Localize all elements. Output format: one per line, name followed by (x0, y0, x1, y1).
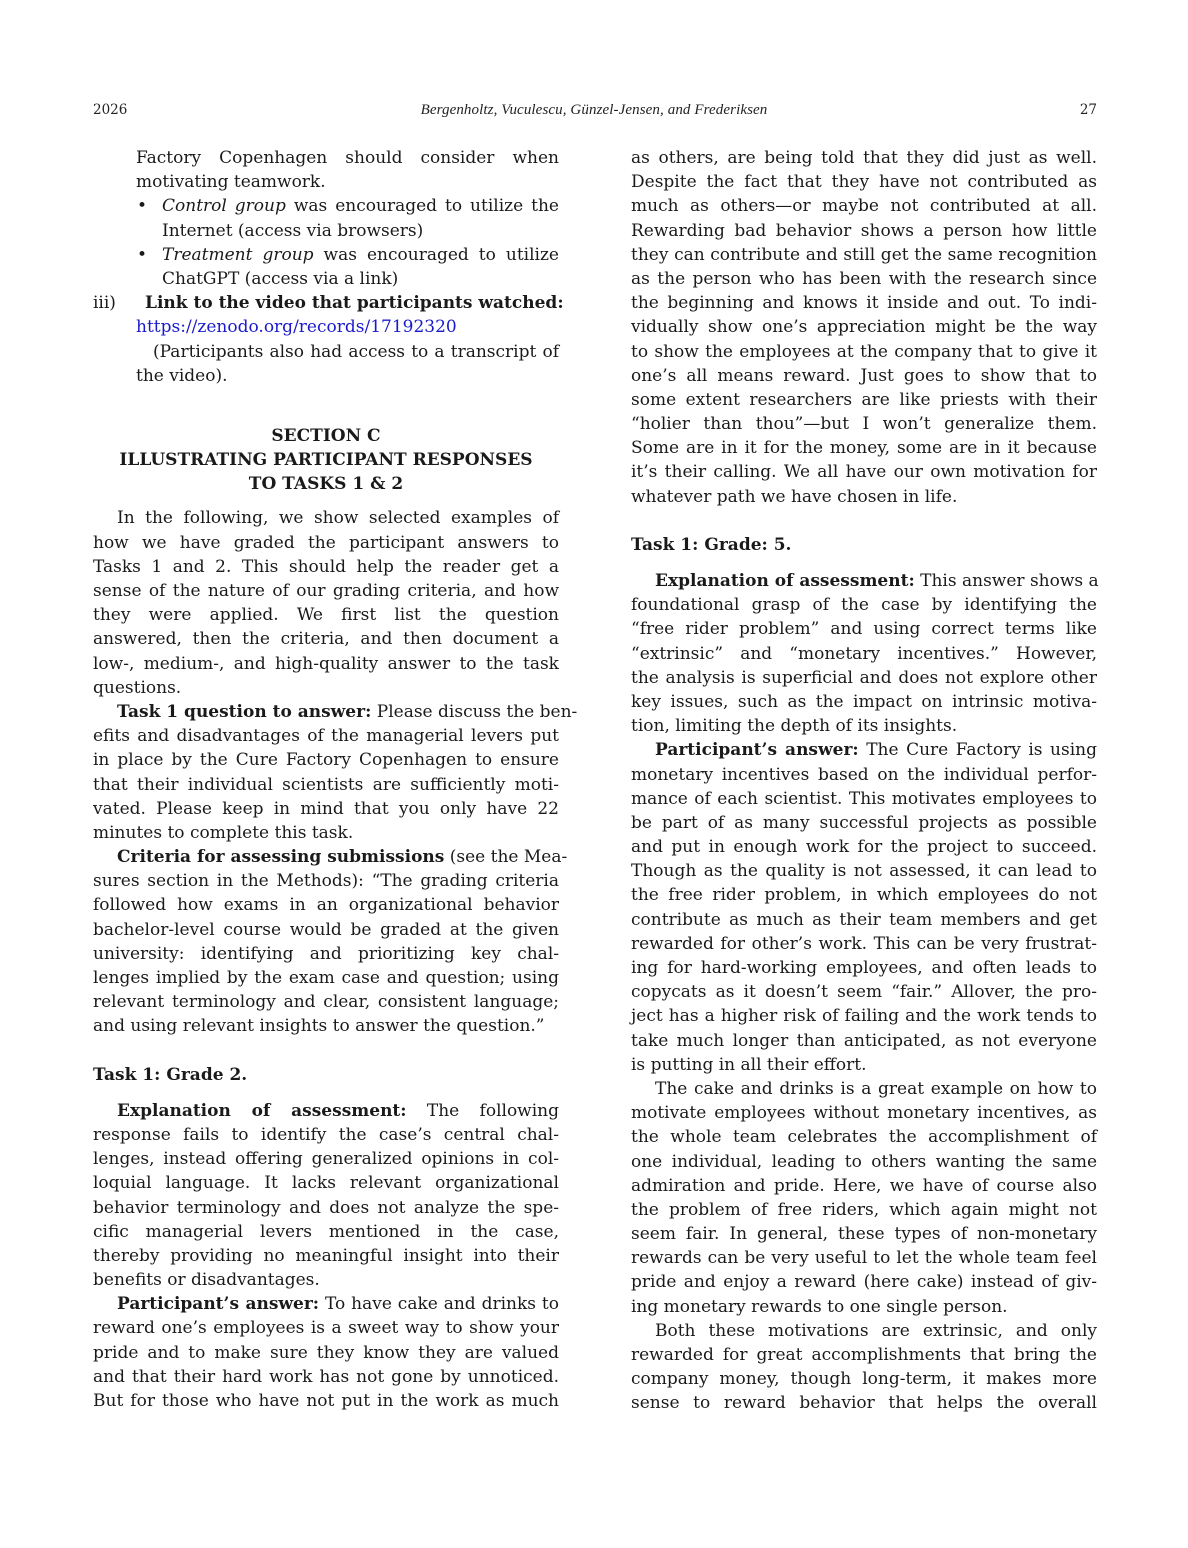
text-line: sures section in the Methods): “The grading criteria (93, 871, 559, 892)
text-line: the free rider problem, in which employees do not (631, 885, 1097, 906)
grade-2-answer: Participant’s answer: To have cake and drinks to reward one’s employees is a sweet way to show your pride and to make sure they know they are valued and that their hard work has not gone by unnoticed. But for those who have not put in the work as much (93, 1292, 559, 1413)
text-line: reward one’s employees is a sweet way to show your (93, 1318, 559, 1339)
text-line: the whole team celebrates the accomplishment of (631, 1127, 1097, 1148)
text-line: Though as the quality is not assessed, it can lead to (631, 861, 1097, 882)
item-iii (93, 291, 564, 388)
answer-continuation (631, 146, 1097, 509)
text-line: vidually show one’s appreciation might be the way (631, 317, 1097, 338)
text-line: rewarded for other’s work. This can be very frustrat- (631, 933, 1097, 954)
text-line: the beginning and knows it inside and out. To indi- (631, 293, 1097, 314)
text-line: sense of the nature of our grading criteria, and how (93, 581, 559, 601)
text-line: “holier than thou”—but I won’t generalize them. (631, 414, 1097, 435)
text-line: pride and enjoy a reward (here cake) instead of giv- (631, 1272, 1097, 1293)
criteria-label: Criteria for assessing submissions (117, 847, 445, 868)
text-line: one individual, leading to others wanting the same (631, 1151, 1097, 1172)
text-line: and that their hard work has not gone by unnoticed. (93, 1366, 559, 1387)
text-line: how we have graded the participant answers to (93, 532, 559, 553)
bullet-icon: • (137, 244, 148, 265)
text-line: as the person who has been with the research since (631, 268, 1097, 289)
text-line: Some are in it for the money, some are in it because (631, 438, 1097, 459)
intro-paragraph (93, 506, 559, 700)
text-line: response fails to identify the case’s central chal- (93, 1124, 559, 1145)
section-title: SECTION C (271, 425, 381, 446)
text-line: be part of as many successful projects as possible (631, 812, 1097, 833)
bullet-list (93, 194, 559, 291)
text-line: rewarded for great accomplishments that bring the (631, 1345, 1097, 1365)
section-subtitle: ILLUSTRATING PARTICIPANT RESPONSES (119, 450, 533, 471)
text-line: pride and to make sure they know they are valued (93, 1342, 559, 1363)
text-line: Despite the fact that they have not contributed as (631, 172, 1097, 193)
explanation-label: Explanation of assessment: (655, 571, 915, 591)
text-line: loquial language. It lacks relevant organizational (93, 1173, 559, 1194)
text-line: is putting in all their effort. (631, 1054, 867, 1075)
text-line: the video). (136, 365, 228, 386)
intro-continuation (93, 146, 559, 194)
text-line: bachelor-level course would be graded at the given (93, 919, 559, 940)
criteria-paragraph: Criteria for assessing submissions (see the Mea- sures section in the Methods): “The grading criteria followed how exams in an organizational behavior bachelor-level course would be graded at the given university: identifying and prioritizing key chal- lenges implied by the exam case and question; using relevant terminology and clear, consistent language; and using relevant insights to answer the question.” (93, 845, 559, 1039)
control-group-label: Control group (162, 196, 286, 217)
task-question-label: Task 1 question to answer: (117, 701, 372, 722)
text-line: lenges, instead offering generalized opinions in col- (93, 1149, 559, 1170)
text-line: whatever path we have chosen in life. (631, 486, 958, 507)
text-line: company money, though long-term, it makes more (631, 1369, 1097, 1390)
text-line: answered, then the criteria, and then document a (93, 629, 559, 650)
header-authors: Bergenholtz, Vuculescu, Günzel-Jensen, and Frederiksen (420, 102, 768, 118)
cake-paragraph (631, 1077, 1097, 1319)
grade-2-explanation: Explanation of assessment: The following response fails to identify the case’s central chal- lenges, instead offering generalized opinions in col- loquial language. It lacks relevant organizational behavior terminology and does not analyze the spe- cific managerial levers mentioned in the case, thereby providing no meaningful insight into their benefits or disadvantages. (93, 1099, 559, 1293)
text-line: motivating teamwork. (136, 172, 326, 193)
text-line: Tasks 1 and 2. This should help the reader get a (93, 556, 559, 577)
text-line: some extent researchers are like priests with their (631, 389, 1097, 410)
text-line: But for those who have not put in the work as much (93, 1391, 559, 1411)
text-line: seem fair. In general, these types of non-monetary (631, 1224, 1097, 1245)
page-number: 27 (1079, 102, 1097, 118)
text-line: the analysis is superficial and does not explore other (631, 667, 1097, 688)
participant-answer-label: Participant’s answer: (655, 740, 859, 761)
text-line: thereby providing no meaningful insight into their (93, 1245, 559, 1266)
treatment-group-label: Treatment group (162, 244, 314, 265)
text-line: Internet (access via browsers) (162, 220, 424, 241)
bullet-item-treatment: • Treatment group was encouraged to utilize ChatGPT (access via a link) (93, 243, 559, 291)
text-line: “extrinsic” and “monetary incentives.” However, (631, 643, 1097, 664)
text-line: vated. Please keep in mind that you only have 22 (93, 798, 559, 819)
text-line: ject has a higher risk of failing and the work tends to (631, 1006, 1097, 1027)
text-line: questions. (93, 677, 182, 698)
text-line: that their individual scientists are sufficiently moti- (93, 774, 559, 795)
section-heading (93, 424, 559, 497)
grade-5-answer: Participant’s answer: The Cure Factory is using monetary incentives based on the individual perfor- mance of each scientist. This motivates employees to be part of as many successful projects as possible and put in enough work for the project to succeed. Though as the quality is not assessed, it can lead to the free rider problem, in which employees do not contribute as much as their team members and get rewarded for other’s work. This can be very frustrat- ing for hard-working employees, and often leads to copycats as it doesn’t seem “fair.” Allover, the pro- ject has a higher risk of failing and the work tends to take much longer than anticipated, as not everyone is putting in all their effort. (631, 738, 1097, 1077)
text-line: “free rider problem” and using correct terms like (631, 619, 1097, 640)
video-link-label: Link to the video that participants watched: (145, 293, 564, 314)
section-subtitle: TO TASKS 1 & 2 (248, 474, 404, 495)
text-line: ing monetary rewards to one single person. (631, 1296, 1008, 1317)
text-line: cific managerial levers mentioned in the case, (93, 1221, 559, 1242)
text-line: relevant terminology and clear, consistent language; (93, 992, 559, 1013)
text-line: ChatGPT (access via a link) (162, 268, 399, 289)
text-line: tion, limiting the depth of its insights. (631, 716, 958, 737)
text-line: Factory Copenhagen should consider when (136, 148, 559, 168)
text-line: and using relevant insights to answer the question.” (93, 1016, 545, 1037)
text-line: (Participants also had access to a transcript of (153, 341, 559, 362)
grade-5-explanation: Explanation of assessment: This answer shows a foundational grasp of the case by identifying the “free rider problem” and using correct terms like “extrinsic” and “monetary incentives.” However, the analysis is superficial and does not explore other key issues, such as the impact on intrinsic motiva- tion, limiting the depth of its insights. (631, 569, 1097, 738)
text-line: and put in enough work for the project to succeed. (631, 837, 1097, 858)
text-line: university: identifying and prioritizing key chal- (93, 943, 559, 964)
text-line: In the following, we show selected examples of (117, 508, 559, 529)
text-line: rewards can be very useful to let the whole team feel (631, 1248, 1097, 1269)
text-line: as others, are being told that they did just as well. (631, 148, 1097, 168)
text-line: The cake and drinks is a great example on how to (655, 1078, 1097, 1099)
text-line: admiration and pride. Here, we have of course also (631, 1175, 1097, 1196)
text-line: benefits or disadvantages. (93, 1270, 320, 1291)
bullet-icon: • (137, 196, 148, 217)
grade-2-heading: Task 1: Grade 2. (93, 1064, 248, 1085)
text-line: ing for hard-working employees, and often leads to (631, 958, 1097, 978)
text-line: lenges implied by the exam case and question; using (93, 968, 559, 988)
video-link[interactable]: https://zenodo.org/records/17192320 (136, 317, 457, 338)
explanation-label: Explanation of assessment: (117, 1100, 407, 1121)
text-line: in place by the Cure Factory Copenhagen to ensure (93, 750, 559, 771)
text-line: one’s all means reward. Just goes to show that to (631, 365, 1097, 386)
text-line: take much longer than anticipated, as not everyone (631, 1030, 1097, 1051)
grade-5-heading: Task 1: Grade: 5. (631, 534, 792, 555)
list-marker: iii) (93, 293, 116, 314)
text-line: motivate employees without monetary incentives, as (631, 1103, 1097, 1124)
text-line: to show the employees at the company that to give it (631, 341, 1097, 362)
text-line: Both these motivations are extrinsic, and only (655, 1320, 1097, 1341)
text-line: minutes to complete this task. (93, 822, 354, 843)
participant-answer-label: Participant’s answer: (117, 1294, 320, 1315)
text-line: sense to reward behavior that helps the overall (631, 1393, 1097, 1414)
text-line: monetary incentives based on the individual perfor- (631, 764, 1097, 785)
text-line: Rewarding bad behavior shows a person how little (631, 220, 1097, 241)
text-line: low-, medium-, and high-quality answer to the task (93, 653, 559, 674)
text-line: mance of each scientist. This motivates employees to (631, 788, 1097, 809)
bullet-item-control: • Control group was encouraged to utilize the Internet (access via browsers) (93, 194, 559, 242)
text-line: it’s their calling. We all have our own motivation for (631, 462, 1097, 483)
header-year: 2026 (93, 102, 128, 118)
right-column (631, 146, 1097, 1416)
text-line: foundational grasp of the case by identifying the (631, 595, 1097, 616)
text-line: they were applied. We first list the question (93, 605, 559, 626)
task-question-paragraph: Task 1 question to answer: Please discuss the ben- efits and disadvantages of the managerial levers put in place by the Cure Factory Copenhagen to ensure that their individual scientists are sufficiently moti- vated. Please keep in mind that you only have 22 minutes to complete this task. (93, 700, 559, 845)
text-line: key issues, such as the impact on intrinsic motiva- (631, 691, 1097, 712)
text-line: the problem of free riders, which again might not (631, 1199, 1097, 1220)
text-line: behavior terminology and does not analyze the spe- (93, 1197, 559, 1218)
text-line: much as others—or maybe not contributed at all. (631, 196, 1097, 217)
text-line: copycats as it doesn’t seem “fair.” Allover, the pro- (631, 982, 1097, 1003)
both-paragraph (631, 1319, 1097, 1416)
text-line: followed how exams in an organizational behavior (93, 895, 559, 916)
left-column (93, 146, 578, 1413)
text-line: efits and disadvantages of the managerial levers put (93, 726, 559, 747)
text-line: they can contribute and still get the same recognition (631, 244, 1097, 265)
text-line: contribute as much as their team members and get (631, 909, 1097, 930)
